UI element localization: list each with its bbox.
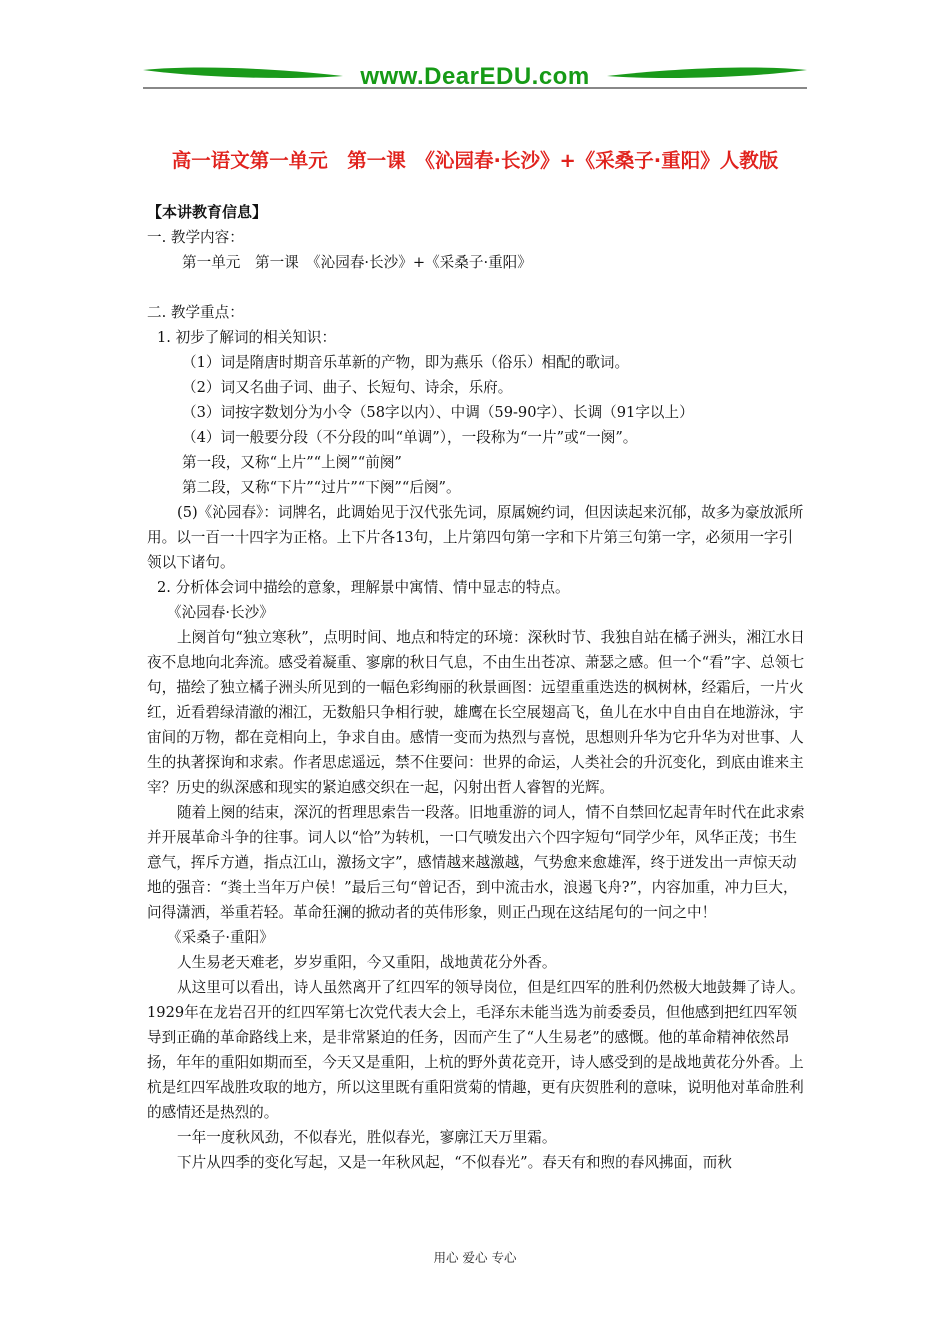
page-title: 高一语文第一单元 第一课 《沁园春·长沙》+《采桑子·重阳》人教版 xyxy=(171,149,779,172)
page-footer: 用心 爱心 专心 xyxy=(433,1250,517,1265)
poem2-title: 《采桑子·重阳》 xyxy=(167,929,274,946)
point1-item-4: （4）词一般要分段（不分段的叫“单调”），一段称为“一片”或“一阕”。 xyxy=(182,429,638,446)
point1-heading: 1. 初步了解词的相关知识： xyxy=(157,329,337,346)
point1-sub-line-2: 第二段，又称“下片”“过片”“下阕”“后阕”。 xyxy=(182,479,461,496)
poem2-paragraph-1: 人生易老天难老，岁岁重阳，今又重阳，战地黄花分外香。 xyxy=(177,954,557,971)
poem1-title: 《沁园春·长沙》 xyxy=(167,604,274,621)
header-banner xyxy=(143,58,807,94)
point1-item-5: (5)《沁园春》：词牌名，此调始见于汉代张先词，原属婉约词，但因读起来沉郁，故多为豪放派所用。以一百一十四字为正格。上下片各13句，上片第四句第一字和下片第三句第一字，必须用一字引领以下诸句。 xyxy=(147,504,804,571)
point2-heading: 2. 分析体会词中描绘的意象，理解景中寓情、情中显志的特点。 xyxy=(157,579,570,596)
section-header: 【本讲教育信息】 xyxy=(147,203,268,221)
poem1-paragraph-2: 随着上阕的结束，深沉的哲理思索告一段落。旧地重游的词人，情不自禁回忆起青年时代在此求索并开展革命斗争的往事。词人以“恰”为转机，一口气喷发出六个四字短句“同学少年，风华正茂；书生意气，挥斥方遒，指点江山，激扬文字”，感情越来越激越，气势愈来愈雄浑，终于迸发出一声惊天动地的强音：“粪土当年万户侯！”最后三句“曾记否，到中流击水，浪遏飞舟?”，内容加重，冲力巨大，问得潇洒，举重若轻。革命狂澜的掀动者的英伟形象，则正凸现在这结尾句的一问之中！ xyxy=(147,804,805,921)
part1-line: 第一单元 第一课 《沁园春·长沙》+《采桑子·重阳》 xyxy=(182,254,532,271)
part2-heading: 二. 教学重点： xyxy=(147,304,244,321)
poem2-paragraph-3: 一年一度秋风劲，不似春光，胜似春光，寥廓江天万里霜。 xyxy=(177,1129,557,1146)
banner-site-url[interactable]: www.DearEDU.com xyxy=(360,63,590,90)
point1-item-3: （3）词按字数划分为小令（58字以内）、中调（59-90字）、长调（91字以上） xyxy=(182,404,694,421)
poem2-paragraph-2: 从这里可以看出，诗人虽然离开了红四军的领导岗位，但是红四军的胜利仍然极大地鼓舞了诗人。1929年在龙岩召开的红四军第七次党代表大会上，毛泽东未能当选为前委委员，但他感到把红四军领导到正确的革命路线上来，是非常紧迫的任务，因而产生了“人生易老”的感慨。他的革命精神依然昂扬，年年的重阳如期而至，今天又是重阳，上杭的野外黄花竞开，诗人感受到的是战地黄花分外香。上杭是红四军战胜攻取的地方，所以这里既有重阳赏菊的情趣，更有庆贺胜利的意味，说明他对革命胜利的感情还是热烈的。 xyxy=(147,979,805,1121)
point1-item-2: （2）词又名曲子词、曲子、长短句、诗余，乐府。 xyxy=(182,379,513,396)
poem1-paragraph-1: 上阕首句“独立寒秋”，点明时间、地点和特定的环境：深秋时节、我独自站在橘子洲头，湘江水日夜不息地向北奔流。感受着凝重、寥廓的秋日气息，不由生出苍凉、萧瑟之感。但一个“看”字、总领七句，描绘了独立橘子洲头所见到的一幅色彩绚丽的秋景画图：远望重重迭迭的枫树林，经霜后，一片火红，近看碧绿清澈的湘江，无数船只争相行驶，雄鹰在长空展翅高飞，鱼儿在水中自由自在地游泳，宇宙间的万物，都在竞相向上，争求自由。感情一变而为热烈与喜悦，思想则升华为它升华为对世事、人生的执著探询和求索。作者思虑遥远，禁不住要问：世界的命运，人类社会的升沉变化，到底由谁来主宰？历史的纵深感和现实的紧迫感交织在一起，闪射出哲人睿智的光辉。 xyxy=(147,629,805,796)
point1-item-1: （1）词是隋唐时期音乐革新的产物，即为燕乐（俗乐）相配的歌词。 xyxy=(182,354,630,371)
point1-sub-line-1: 第一段，又称“上片”“上阕”“前阕” xyxy=(182,454,402,471)
part1-heading: 一. 教学内容： xyxy=(147,229,244,246)
poem2-paragraph-4: 下片从四季的变化写起，又是一年秋风起，“不似春光”。春天有和煦的春风拂面，而秋 xyxy=(177,1154,732,1171)
document-body xyxy=(147,200,807,1175)
